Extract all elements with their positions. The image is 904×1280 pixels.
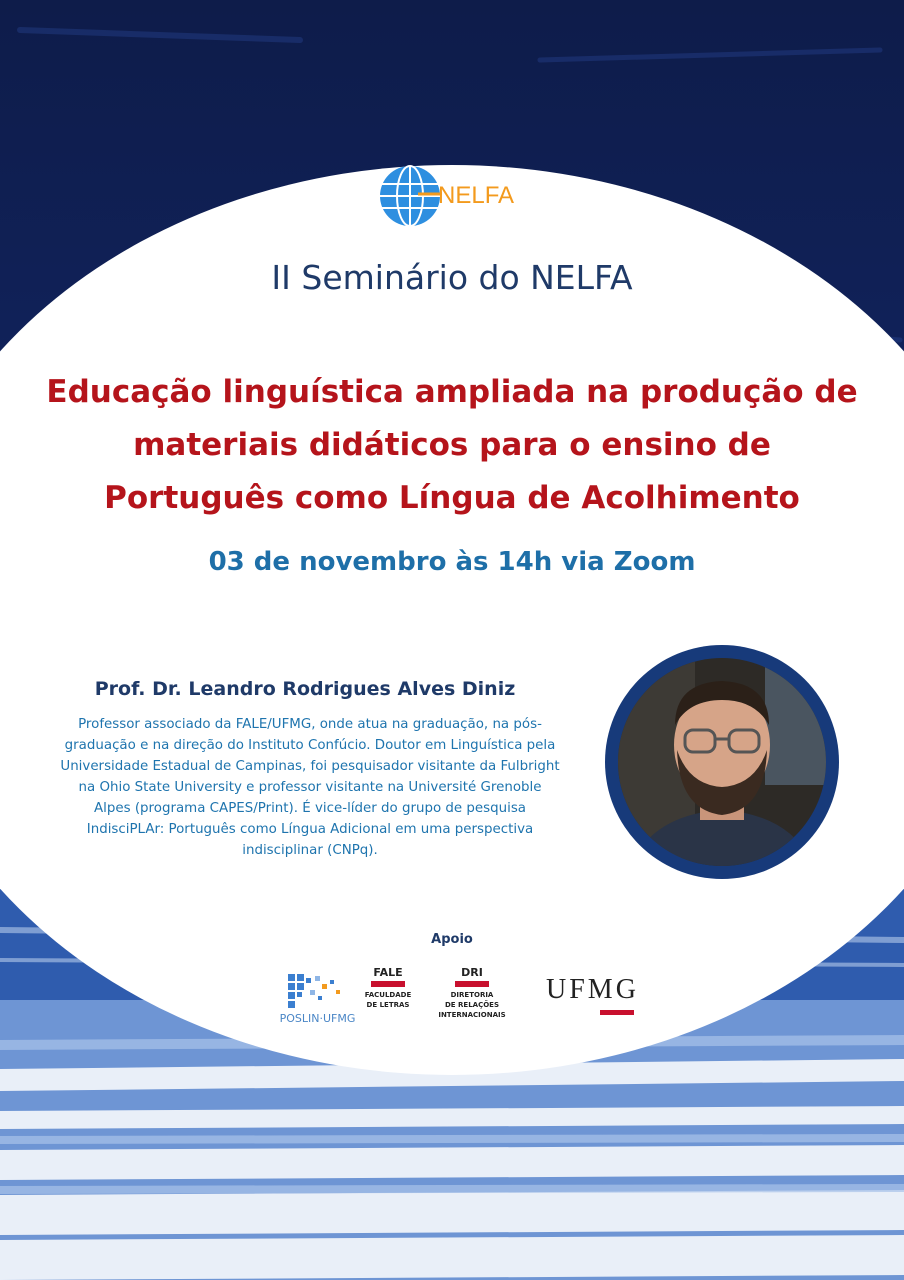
- dri-line3: INTERNACIONAIS: [438, 1011, 506, 1019]
- nelfa-logo-text: NELFA: [438, 182, 515, 209]
- ufmg-logo: UFMG: [546, 974, 639, 1005]
- globe-icon: [378, 164, 442, 228]
- dri-line2: DE RELAÇÕES: [445, 1001, 499, 1009]
- dri-abbr: DRI: [461, 966, 483, 979]
- speaker-bio: Professor associado da FALE/UFMG, onde atua na graduação, na pós-graduação e na direção do Instituto Confúcio. Doutor em Linguística pela Universidade Estadual de Campinas, foi pesquisador visitante da Fulbright na Ohio State University e professor visitante na Université Grenoble Alpes (programa CAPES/Print). É vice-líder do grupo de pesquisa IndisciPLAr: Português como Língua Adicional em uma perspectiva indisciplinar (CNPq).: [60, 717, 560, 858]
- fale-abbr: FALE: [373, 966, 403, 979]
- fale-line2: DE LETRAS: [366, 1001, 410, 1009]
- talk-title: Educação linguística ampliada na produção de materiais didáticos para o ensino de Português como Língua de Acolhimento: [46, 374, 858, 516]
- fale-logo: [358, 966, 418, 1010]
- fale-bar: [371, 981, 405, 987]
- dri-logo: [432, 966, 512, 1020]
- dri-line1: DIRETORIA: [450, 991, 494, 999]
- speaker-name: Prof. Dr. Leandro Rodrigues Alves Diniz: [94, 678, 516, 700]
- support-label: Apoio: [431, 932, 473, 947]
- event-date: 03 de novembro às 14h via Zoom: [208, 547, 696, 577]
- ufmg-bar: [600, 1010, 634, 1015]
- dri-bar: [455, 981, 489, 987]
- fale-line1: FACULDADE: [364, 991, 412, 999]
- poslin-logo-text: POSLIN·UFMG: [279, 1012, 356, 1025]
- seminar-title: II Seminário do NELFA: [271, 258, 633, 297]
- speaker-photo: [605, 645, 839, 879]
